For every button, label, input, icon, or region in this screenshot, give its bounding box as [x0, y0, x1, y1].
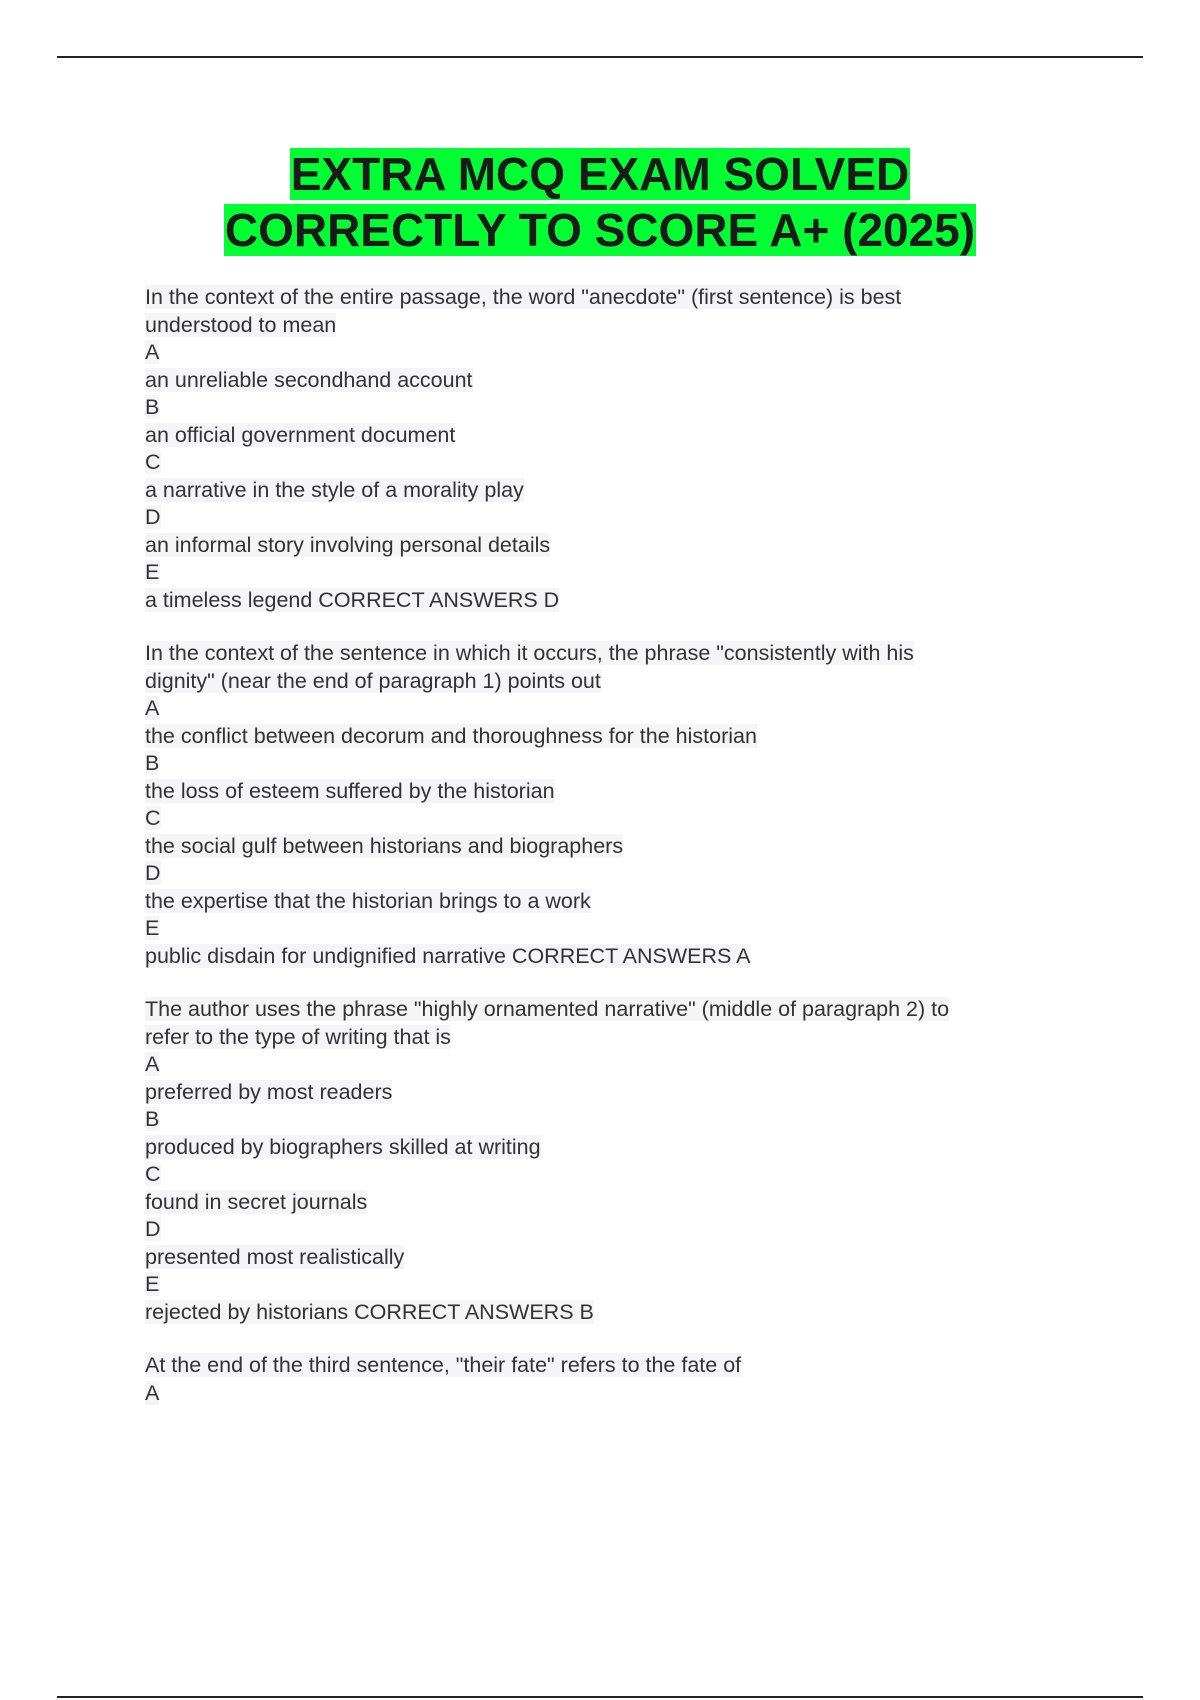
option-letter: A — [145, 1380, 160, 1405]
option-letter: D — [145, 505, 161, 529]
document-title — [0, 146, 1200, 258]
option-text: the conflict between decorum and thoroughness for the historian — [145, 723, 757, 748]
option-text: produced by biographers skilled at writing — [145, 1134, 541, 1159]
option-letter: A — [145, 696, 160, 720]
question-4 — [145, 1352, 1080, 1407]
option-letter: D — [145, 861, 161, 885]
question-prompt-line: refer to the type of writing that is — [145, 1024, 451, 1049]
question-prompt-line: In the context of the sentence in which it occurs, the phrase "consistently with his — [145, 641, 914, 665]
option-text: the social gulf between historians and biographers — [145, 833, 624, 858]
question-prompt-line: dignity" (near the end of paragraph 1) points out — [145, 668, 601, 693]
option-text: an unreliable secondhand account — [145, 367, 473, 392]
top-rule — [57, 56, 1143, 58]
option-letter: A — [145, 340, 160, 364]
title-line-2: CORRECTLY TO SCORE A+ (2025) — [224, 204, 976, 256]
question-1 — [145, 284, 1080, 614]
option-text-with-answer: rejected by historians CORRECT ANSWERS B — [145, 1299, 594, 1324]
option-letter: A — [145, 1052, 160, 1076]
option-letter: E — [145, 560, 160, 584]
question-prompt-line: The author uses the phrase "highly ornamented narrative" (middle of paragraph 2) to — [145, 997, 950, 1021]
question-3 — [145, 996, 1080, 1326]
option-letter: E — [145, 1272, 160, 1296]
title-line-1: EXTRA MCQ EXAM SOLVED — [290, 148, 910, 200]
question-2 — [145, 640, 1080, 970]
option-text: preferred by most readers — [145, 1079, 393, 1104]
question-list — [145, 284, 1080, 1433]
option-letter: E — [145, 916, 160, 940]
option-text: the loss of esteem suffered by the historian — [145, 778, 555, 803]
option-text-with-answer: public disdain for undignified narrative CORRECT ANSWERS A — [145, 943, 751, 968]
option-letter: C — [145, 806, 161, 830]
option-text: an informal story involving personal details — [145, 532, 551, 557]
option-letter: B — [145, 751, 160, 775]
option-text: the expertise that the historian brings to a work — [145, 888, 591, 913]
option-text: a narrative in the style of a morality play — [145, 477, 524, 502]
option-text: presented most realistically — [145, 1244, 405, 1269]
option-letter: B — [145, 1107, 160, 1131]
option-letter: C — [145, 1162, 161, 1186]
question-prompt-line: At the end of the third sentence, "their fate" refers to the fate of — [145, 1353, 742, 1377]
option-text: an official government document — [145, 422, 456, 447]
option-letter: C — [145, 450, 161, 474]
option-text-with-answer: a timeless legend CORRECT ANSWERS D — [145, 587, 560, 612]
question-prompt-line: In the context of the entire passage, the word "anecdote" (first sentence) is best — [145, 285, 902, 309]
option-letter: B — [145, 395, 160, 419]
question-prompt-line: understood to mean — [145, 312, 337, 337]
option-text: found in secret journals — [145, 1189, 368, 1214]
bottom-rule — [57, 1696, 1143, 1698]
option-letter: D — [145, 1217, 161, 1241]
